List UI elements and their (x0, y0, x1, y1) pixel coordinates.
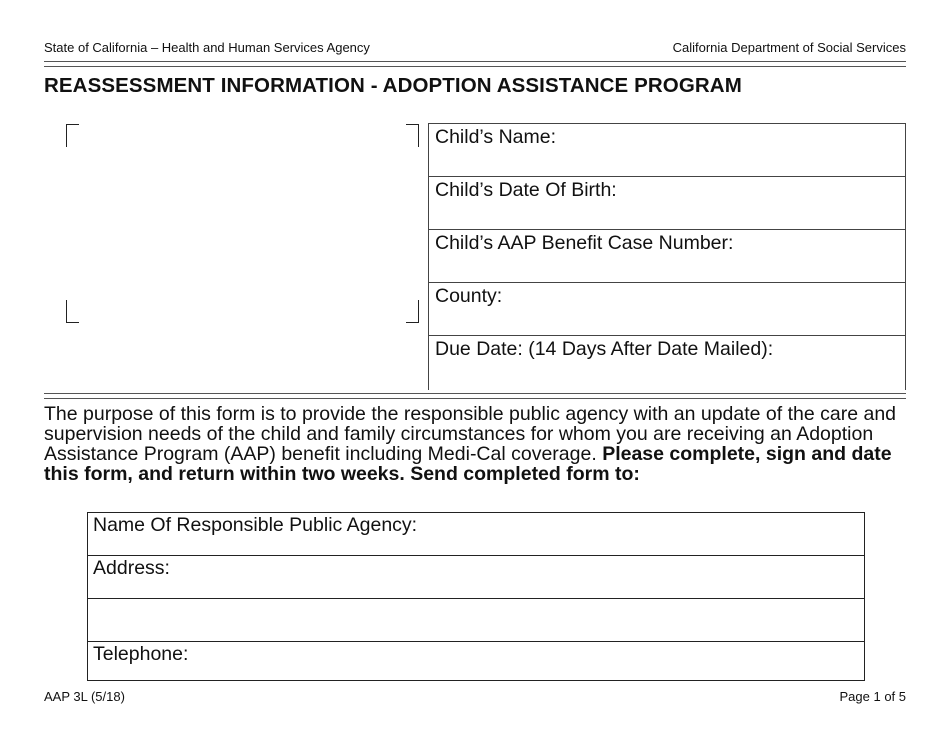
address-field[interactable] (88, 556, 864, 599)
childs-dob-field[interactable] (429, 177, 905, 230)
purpose-text: The purpose of this form is to provide the responsible public agency with an update of the care and supervision needs of the child and family circumstances for whom you are receiving an Adoption Assistance Program (AAP) benefit including Medi-Cal coverage. (44, 403, 897, 465)
address-window-corner-bottom-right (406, 300, 419, 323)
telephone-field[interactable] (88, 642, 864, 680)
county-label: County: (435, 285, 503, 307)
form-title: REASSESSMENT INFORMATION - ADOPTION ASSISTANCE PROGRAM (44, 74, 742, 97)
header-divider (44, 61, 906, 67)
form-id: AAP 3L (5/18) (44, 689, 125, 704)
aap-case-number-label: Child’s AAP Benefit Case Number: (435, 232, 734, 254)
address-window-corner-top-right (406, 124, 419, 147)
telephone-label: Telephone: (93, 643, 189, 665)
agency-name-field[interactable] (88, 513, 864, 556)
send-to-table (87, 512, 865, 681)
child-info-table (428, 123, 906, 390)
agency-name-label: Name Of Responsible Public Agency: (93, 514, 418, 536)
county-field[interactable] (429, 283, 905, 336)
aap-case-number-field[interactable] (429, 230, 905, 283)
address-window-corner-bottom-left (66, 300, 79, 323)
header-department: California Department of Social Services (672, 40, 906, 55)
childs-dob-label: Child’s Date Of Birth: (435, 179, 617, 201)
header-agency: State of California – Health and Human Services Agency (44, 40, 370, 55)
childs-name-field[interactable] (429, 124, 905, 177)
address-window-corner-top-left (66, 124, 79, 147)
childs-name-label: Child’s Name: (435, 126, 557, 148)
due-date-label: Due Date: (14 Days After Date Mailed): (435, 338, 774, 360)
due-date-field[interactable] (429, 336, 905, 390)
purpose-instructions: Please complete, sign and date this form, and return within two weeks. Send completed form to: (44, 443, 892, 485)
purpose-paragraph (44, 404, 914, 484)
address-label: Address: (93, 557, 170, 579)
section-divider (44, 393, 906, 399)
page-number: Page 1 of 5 (839, 689, 906, 704)
address-line-2-field[interactable] (88, 599, 864, 642)
